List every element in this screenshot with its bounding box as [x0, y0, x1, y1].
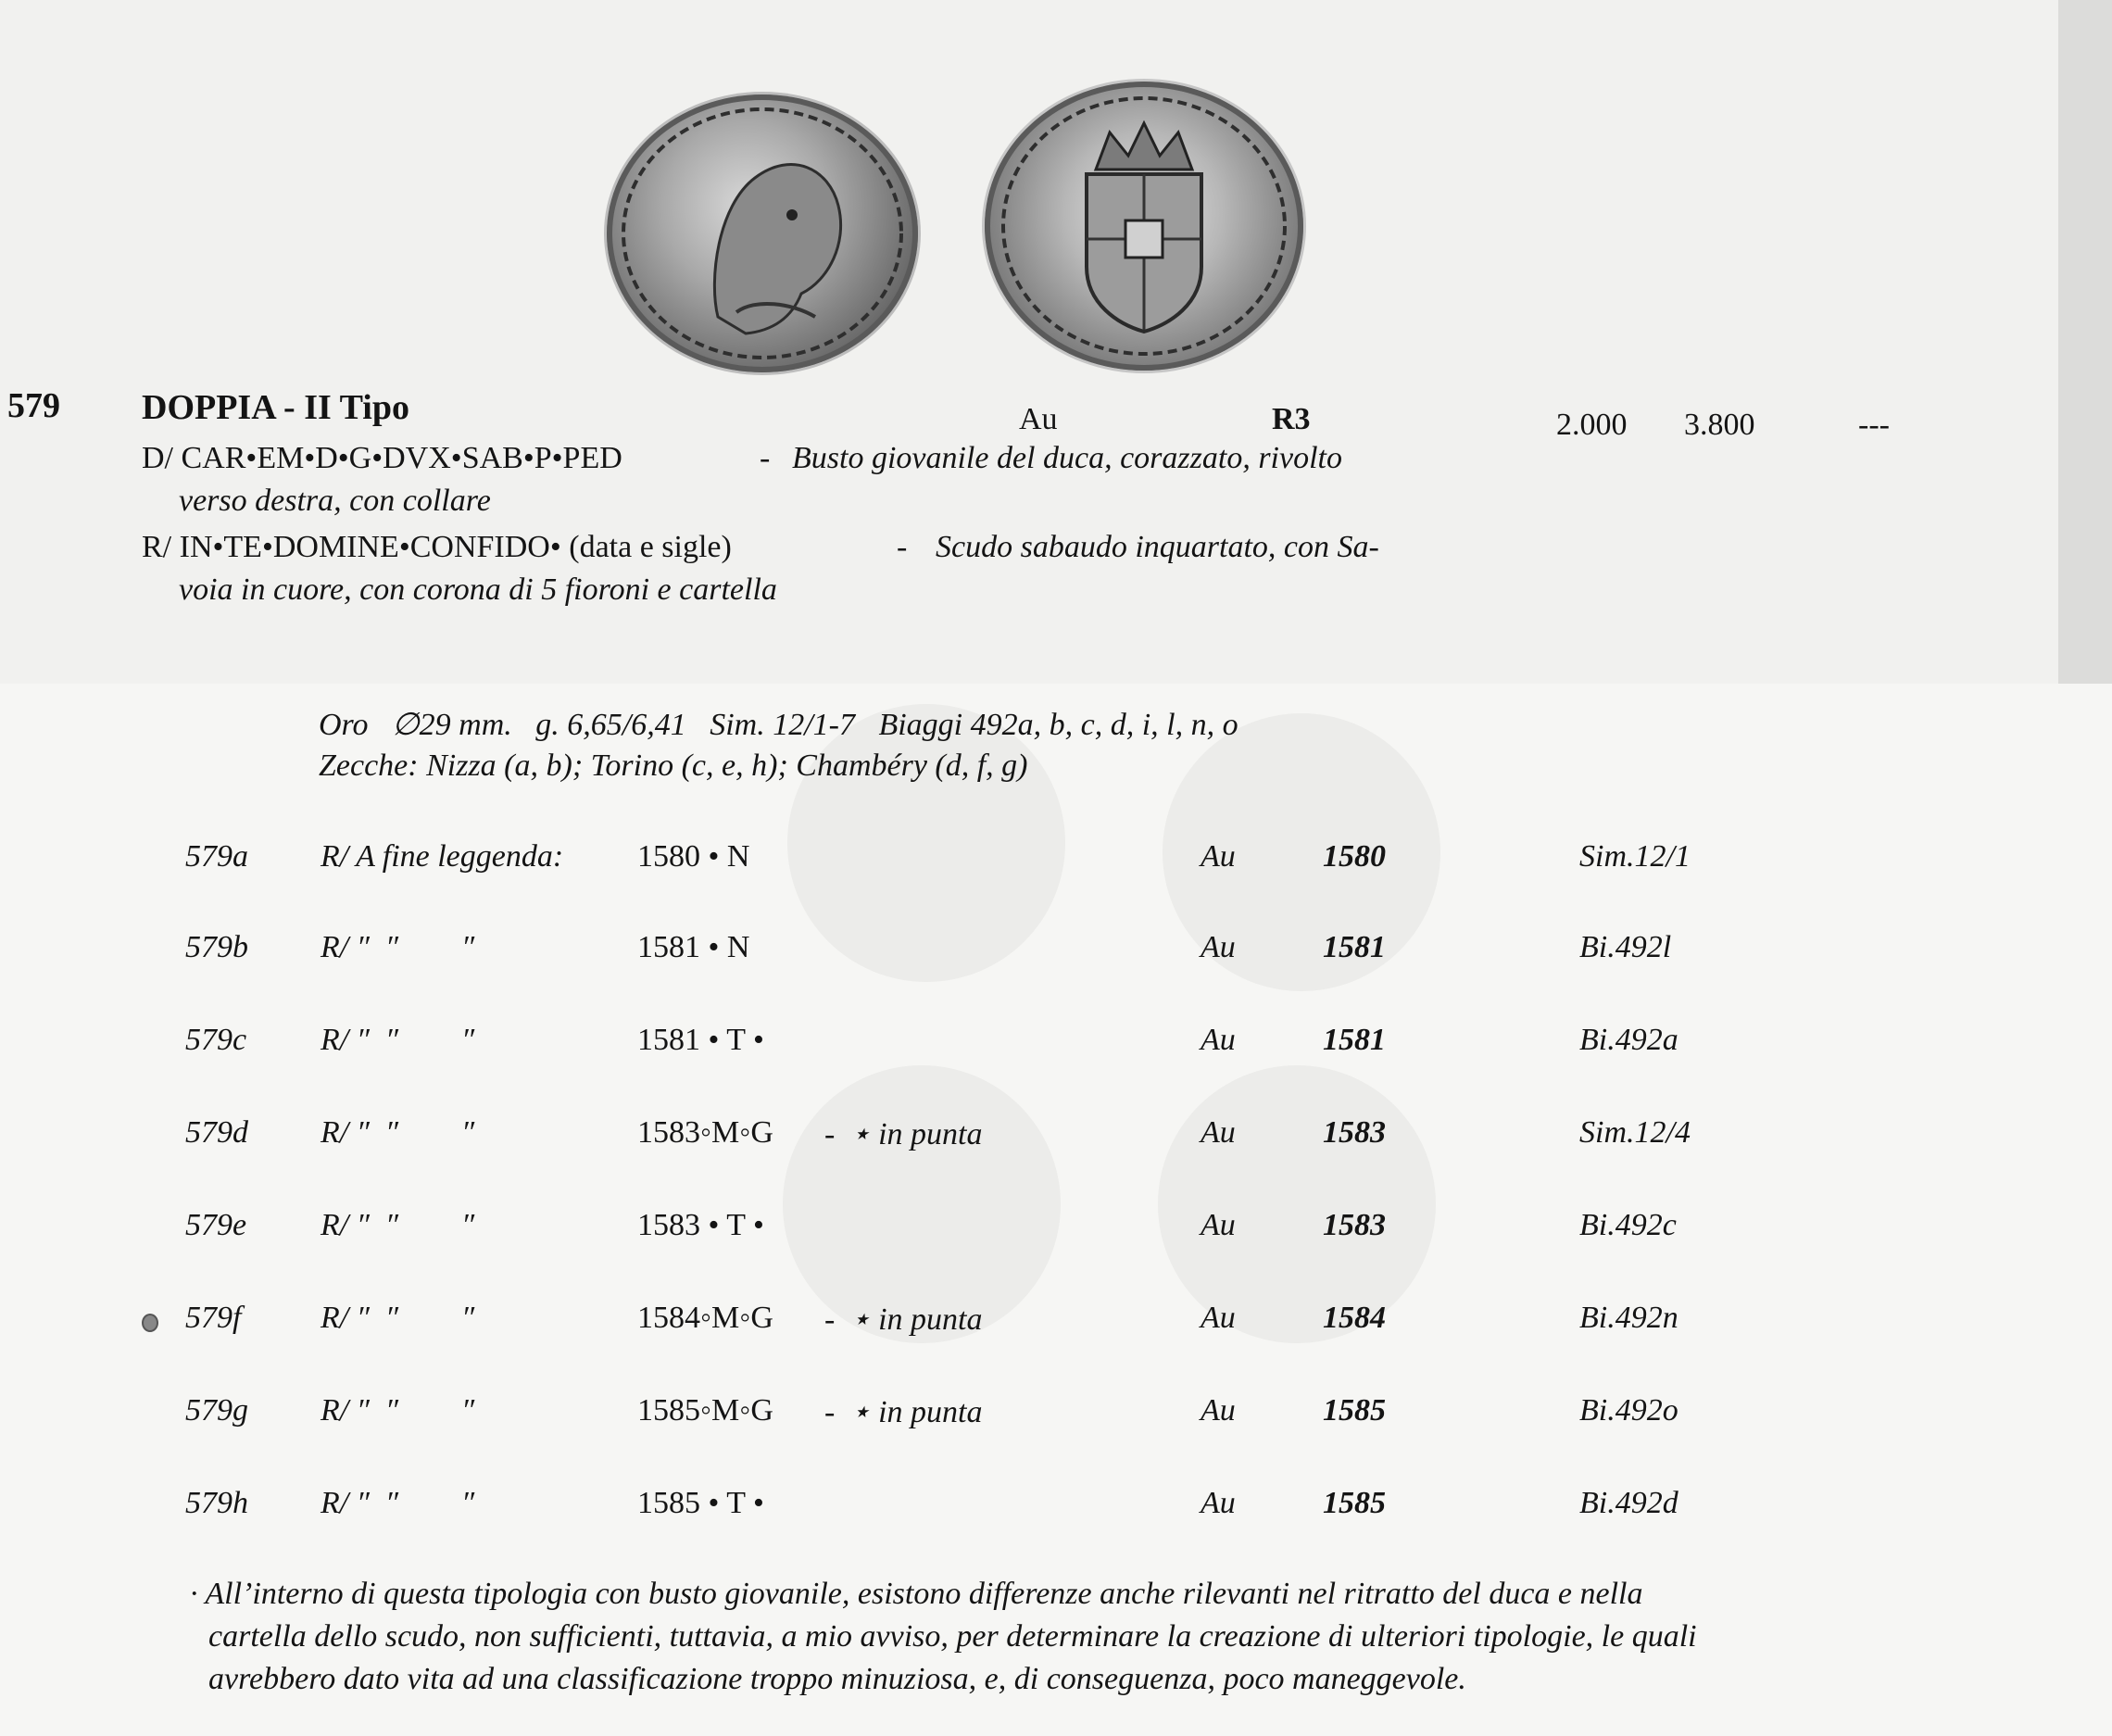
footnote-line-3: avrebbero dato vita ad una classificazione troppo minuziosa, e, di conseguenza, poco maneggevole.: [208, 1662, 1466, 1696]
bleed-through-coin: [787, 704, 1065, 982]
variety-ref: Bi.492a: [1579, 1023, 1678, 1057]
variety-ref: Bi.492n: [1579, 1301, 1678, 1335]
entry-metal: Au: [1019, 402, 1058, 436]
entry-number: 579: [7, 386, 60, 425]
variety-legend: R/ ″ ″ ″: [321, 1023, 475, 1057]
variety-ref: Bi.492d: [1579, 1486, 1678, 1520]
variety-year: 1583: [1323, 1208, 1386, 1242]
entry-price-3: ---: [1858, 408, 1890, 442]
variety-legend: R/ A fine leggenda:: [321, 839, 564, 874]
variety-date-mark: 1584◦M◦G: [637, 1301, 773, 1335]
variety-date-mark: 1585 • T •: [637, 1486, 764, 1520]
variety-year: 1581: [1323, 930, 1386, 964]
variety-note: - ⋆ in punta: [824, 1395, 983, 1429]
entry-title: DOPPIA - II Tipo: [142, 388, 409, 427]
obverse-separator: -: [760, 441, 771, 475]
variety-year: 1583: [1323, 1115, 1386, 1150]
variety-legend: R/ ″ ″ ″: [321, 930, 475, 964]
variety-ref: Sim.12/1: [1579, 839, 1691, 874]
entry-price-2: 3.800: [1684, 408, 1755, 442]
variety-note: - ⋆ in punta: [824, 1302, 983, 1337]
footnote-line-1: · All’interno di questa tipologia con busto giovanile, esistono differenze anche rilevanti nel ritratto del duca e nella: [190, 1577, 1643, 1611]
variety-metal: Au: [1201, 839, 1236, 874]
variety-legend: R/ ″ ″ ″: [321, 1115, 475, 1150]
variety-ref: Bi.492c: [1579, 1208, 1677, 1242]
entry-rarity: R3: [1272, 402, 1311, 436]
margin-mark-icon: [142, 1314, 158, 1332]
variety-id: 579h: [185, 1486, 248, 1520]
variety-year: 1585: [1323, 1393, 1386, 1428]
variety-date-mark: 1581 • N: [637, 930, 750, 964]
variety-ref: Sim.12/4: [1579, 1115, 1691, 1150]
variety-metal: Au: [1201, 1023, 1236, 1057]
reverse-legend: R/ IN•TE•DOMINE•CONFIDO• (data e sigle): [142, 530, 732, 564]
variety-year: 1581: [1323, 1023, 1386, 1057]
variety-id: 579f: [185, 1301, 242, 1335]
variety-legend: R/ ″ ″ ″: [321, 1208, 475, 1242]
variety-metal: Au: [1201, 1301, 1236, 1335]
variety-id: 579a: [185, 839, 248, 874]
variety-metal: Au: [1201, 930, 1236, 964]
footnote-line-2: cartella dello scudo, non sufficienti, tuttavia, a mio avviso, per determinare la creazione di ulteriori tipologie, le quali: [208, 1619, 1697, 1654]
variety-metal: Au: [1201, 1115, 1236, 1150]
variety-legend: R/ ″ ″ ″: [321, 1393, 475, 1428]
variety-year: 1580: [1323, 839, 1386, 874]
coin-reverse-image: [985, 82, 1303, 371]
variety-metal: Au: [1201, 1486, 1236, 1520]
variety-id: 579b: [185, 930, 248, 964]
specs-line: Oro ∅29 mm. g. 6,65/6,41 Sim. 12/1-7 Biaggi 492a, b, c, d, i, l, n, o: [319, 708, 1238, 742]
variety-metal: Au: [1201, 1208, 1236, 1242]
mints-line: Zecche: Nizza (a, b); Torino (c, e, h); Chambéry (d, f, g): [319, 748, 1028, 783]
variety-note: - ⋆ in punta: [824, 1117, 983, 1151]
scan-edge-strip: [2058, 0, 2112, 684]
variety-id: 579d: [185, 1115, 248, 1150]
variety-date-mark: 1583◦M◦G: [637, 1115, 773, 1150]
variety-id: 579g: [185, 1393, 248, 1428]
variety-ref: Bi.492o: [1579, 1393, 1678, 1428]
entry-price-1: 2.000: [1556, 408, 1628, 442]
variety-id: 579e: [185, 1208, 247, 1242]
variety-legend: R/ ″ ″ ″: [321, 1486, 475, 1520]
variety-year: 1585: [1323, 1486, 1386, 1520]
obverse-description-cont: verso destra, con collare: [179, 484, 491, 518]
bleed-through-coin: [1158, 1065, 1436, 1343]
reverse-description: Scudo sabaudo inquartato, con Sa-: [936, 530, 1379, 564]
variety-id: 579c: [185, 1023, 247, 1057]
obverse-description: Busto giovanile del duca, corazzato, rivolto: [792, 441, 1342, 475]
variety-legend: R/ ″ ″ ″: [321, 1301, 475, 1335]
variety-date-mark: 1580 • N: [637, 839, 750, 874]
variety-date-mark: 1581 • T •: [637, 1023, 764, 1057]
variety-ref: Bi.492l: [1579, 930, 1672, 964]
variety-year: 1584: [1323, 1301, 1386, 1335]
reverse-description-cont: voia in cuore, con corona di 5 fioroni e cartella: [179, 572, 777, 607]
variety-date-mark: 1583 • T •: [637, 1208, 764, 1242]
coin-obverse-image: [607, 94, 918, 372]
variety-metal: Au: [1201, 1393, 1236, 1428]
obverse-legend: D/ CAR•EM•D•G•DVX•SAB•P•PED: [142, 441, 622, 475]
reverse-separator: -: [897, 530, 908, 564]
variety-date-mark: 1585◦M◦G: [637, 1393, 773, 1428]
